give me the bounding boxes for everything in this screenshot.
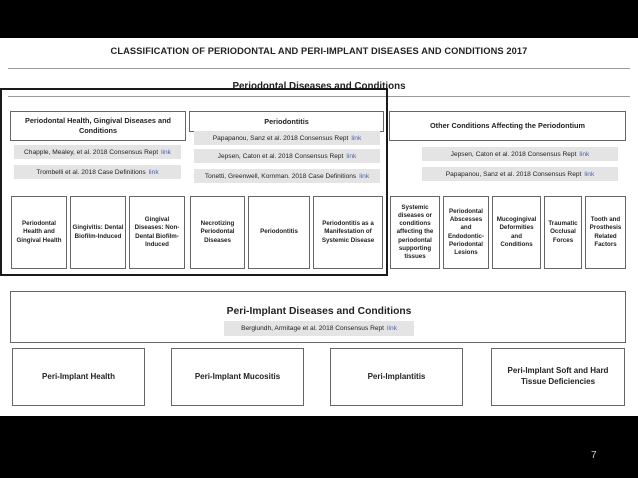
peri-implant-ref: Berglundh, Armitage et al. 2018 Consensus Rept link xyxy=(224,321,414,336)
other-ref-2-link[interactable]: link xyxy=(584,170,595,178)
leaf-mucogingival: Mucogingival Deformities and Conditions xyxy=(492,196,541,269)
other-ref-1: Jepsen, Caton et al. 2018 Consensus Rept link xyxy=(422,147,618,161)
title-rule xyxy=(8,68,630,69)
health-group-title: Periodontal Health, Gingival Diseases and Conditions xyxy=(25,116,171,135)
leaf-abscesses: Periodontal Abscesses and Endodontic-Periodontal Lesions xyxy=(443,196,489,269)
periodontitis-ref-1-link[interactable]: link xyxy=(351,134,362,142)
health-ref-1: Chapple, Mealey, et al. 2018 Consensus Rept link xyxy=(14,145,181,159)
periodontitis-ref-3: Tonetti, Greenwell, Kornman. 2018 Case Definitions link xyxy=(194,169,380,183)
periodontitis-ref-2: Jepsen, Caton et al. 2018 Consensus Rept link xyxy=(194,149,380,163)
peri-implant-ref-link[interactable]: link xyxy=(387,325,397,332)
other-ref-2: Papapanou, Sanz et al. 2018 Consensus Rept link xyxy=(422,167,618,181)
periodontitis-ref-1: Papapanou, Sanz et al. 2018 Consensus Rept link xyxy=(194,131,380,145)
slide xyxy=(0,38,638,416)
leaf-periodontitis: Periodontitis xyxy=(248,196,310,269)
peri-implantitis-box: Peri-Implantitis xyxy=(330,348,463,406)
peri-implant-health-box: Peri-Implant Health xyxy=(12,348,145,406)
leaf-systemic-conditions: Systemic diseases or conditions affecting the periodontal supporting tissues xyxy=(390,196,440,269)
other-group-box xyxy=(389,111,626,141)
peri-implant-heading: Peri-Implant Diseases and Conditions xyxy=(226,306,412,317)
slide-title: CLASSIFICATION OF PERIODONTAL AND PERI-IMPLANT DISEASES AND CONDITIONS 2017 xyxy=(110,46,528,56)
periodontal-heading: Periodontal Diseases and Conditions xyxy=(232,81,406,92)
other-ref-1-link[interactable]: link xyxy=(579,150,590,158)
leaf-traumatic-occlusal: Traumatic Occlusal Forces xyxy=(544,196,582,269)
highlight-frame xyxy=(0,88,388,276)
page-number: 7 xyxy=(591,450,597,461)
periodontitis-ref-2-link[interactable]: link xyxy=(346,152,357,160)
leaf-necrotizing: Necrotizing Periodontal Diseases xyxy=(190,196,245,269)
leaf-periodontitis-systemic: Periodontitis as a Manifestation of Systemic Disease xyxy=(313,196,383,269)
health-ref-2-link[interactable]: link xyxy=(148,168,159,176)
health-ref-2: Trombelli et al. 2018 Case Definitions link xyxy=(14,165,181,179)
peri-implant-mucositis-box: Peri-Implant Mucositis xyxy=(171,348,304,406)
other-group-title: Other Conditions Affecting the Periodontium xyxy=(430,121,585,131)
leaf-periodontal-health: Periodontal Health and Gingival Health xyxy=(11,196,67,269)
periodontitis-group-title: Periodontitis xyxy=(264,116,309,126)
health-ref-1-link[interactable]: link xyxy=(161,148,171,156)
leaf-gingival-non-dental: Gingival Diseases: Non-Dental Biofilm-Induced xyxy=(129,196,185,269)
leaf-gingivitis-dental: Gingivitis: Dental Biofilm-Induced xyxy=(70,196,126,269)
periodontitis-ref-3-link[interactable]: link xyxy=(359,172,370,180)
leaf-tooth-prosthesis: Tooth and Prosthesis Related Factors xyxy=(585,196,626,269)
peri-implant-deficiencies-box: Peri-Implant Soft and Hard Tissue Deficiencies xyxy=(491,348,625,406)
